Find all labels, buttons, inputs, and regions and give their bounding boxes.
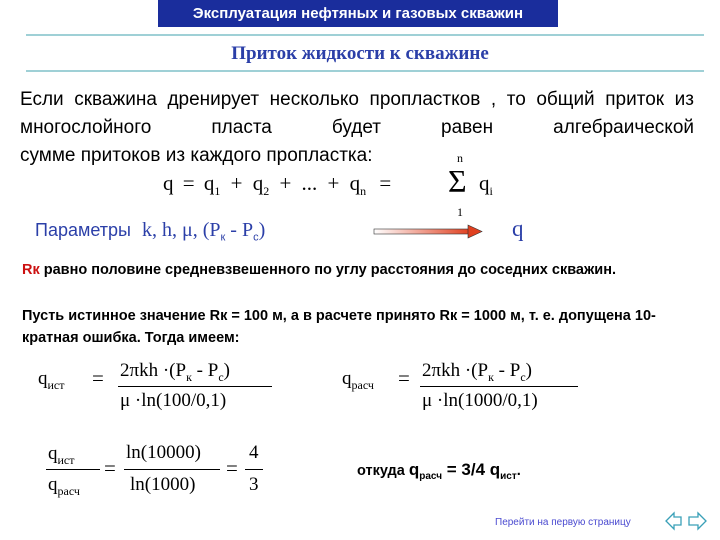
params-c-sub: с — [253, 231, 259, 244]
sum-qn: q — [349, 171, 361, 195]
sum-q1: q — [203, 171, 215, 195]
ratio-num-q: q — [48, 443, 58, 464]
sum-q2: q — [252, 171, 264, 195]
true-numerator — [120, 360, 230, 385]
header-bar — [158, 0, 558, 27]
header-title: Эксплуатация нефтяных и газовых скважин — [192, 5, 524, 22]
calc-num-close: ) — [525, 360, 532, 381]
formula-calc-lhs — [342, 368, 374, 393]
ratio-frac-num: 4 — [249, 442, 259, 463]
sigma-sub-i: i — [489, 184, 493, 199]
sum-plus-2: + — [279, 171, 292, 195]
ratio-numerator — [48, 443, 75, 468]
sigma-symbol: Σ — [448, 163, 467, 199]
intro-paragraph — [20, 86, 694, 170]
sum-lhs: q — [163, 171, 174, 195]
sum-eq-sign-2: = — [379, 171, 392, 195]
true-num-main: 2πkh ·(P — [120, 360, 187, 381]
true-num-mid: - P — [191, 360, 219, 381]
rk-symbol: Rк — [22, 262, 40, 278]
sum-sub2: 2 — [263, 184, 270, 199]
ratio-fraction-line-1 — [46, 469, 100, 470]
ratio-den-sub: расч — [57, 483, 80, 498]
answer-text — [357, 460, 521, 482]
sigma-term — [479, 171, 493, 199]
ratio-den-q: q — [48, 474, 58, 495]
sigma-upper: n — [457, 151, 463, 165]
calc-numerator — [422, 360, 532, 385]
true-num-close: ) — [223, 360, 230, 381]
ratio-fraction-line-3 — [245, 469, 263, 470]
ratio-denominator — [48, 474, 80, 499]
first-page-link[interactable]: Перейти на первую страницу — [495, 517, 631, 528]
calc-denominator: μ ·ln(1000/0,1) — [422, 390, 538, 411]
sigma-lower: 1 — [457, 205, 463, 219]
ratio-eq-sign: = — [104, 456, 116, 480]
slide-title: Приток жидкости к скважине — [231, 43, 489, 64]
right-arrow-icon — [372, 224, 484, 240]
params-close: ) — [258, 219, 266, 241]
ratio-eq-sign-2: = — [226, 456, 238, 480]
ratio-fraction-line-2 — [124, 469, 220, 470]
ratio-frac-den: 3 — [249, 474, 259, 495]
answer-q1: q — [408, 460, 420, 479]
params-result: q — [512, 216, 524, 241]
params-row — [35, 219, 265, 244]
sum-plus-1: + — [230, 171, 243, 195]
answer-sub2: ист — [500, 470, 517, 482]
title-divider — [26, 70, 704, 72]
sigma-q: q — [479, 171, 490, 195]
sum-subn: n — [360, 184, 367, 199]
calc-lhs-q: q — [342, 368, 352, 389]
calc-lhs-sub: расч — [351, 377, 374, 392]
formula-true-lhs — [38, 368, 65, 393]
intro-line-2: сумме притоков из каждого пропластка: — [20, 145, 373, 166]
params-list: k, h, μ, (P — [141, 219, 221, 241]
calc-num-main: 2πkh ·(P — [422, 360, 489, 381]
answer-end: . — [516, 463, 521, 479]
rk-line-1: равно половине средневзвешенного по углу расстояния до соседних скважин. — [39, 262, 616, 278]
answer-q2: q — [489, 460, 501, 479]
true-num-k: к — [186, 369, 192, 384]
ratio-ln-num: ln(10000) — [126, 442, 201, 463]
sum-sub1: 1 — [214, 184, 221, 199]
true-lhs-sub: ист — [47, 377, 65, 392]
rk-description — [22, 259, 692, 281]
calc-num-mid: - P — [493, 360, 521, 381]
params-minus: - P — [225, 219, 254, 241]
answer-sub1: расч — [419, 470, 443, 482]
sum-dots: ... — [301, 171, 318, 195]
answer-mid: = 3/4 — [442, 460, 490, 479]
true-lhs-q: q — [38, 368, 48, 389]
calc-num-c: с — [520, 369, 526, 384]
top-divider — [26, 34, 704, 36]
true-fraction-line — [118, 386, 272, 387]
true-num-c: с — [218, 369, 224, 384]
params-label: Параметры — [35, 220, 131, 240]
intro-line-1: Если скважина дренирует несколько пропластков , то общий приток из многослойного пласта будет равен алгебраической — [20, 89, 694, 138]
calc-fraction-line — [420, 386, 578, 387]
calc-eq-sign: = — [398, 366, 410, 390]
calc-num-k: к — [488, 369, 494, 384]
true-eq-sign: = — [92, 366, 104, 390]
true-denominator: μ ·ln(100/0,1) — [120, 390, 227, 411]
ratio-num-sub: ист — [57, 452, 75, 467]
sum-formula — [163, 171, 399, 199]
ratio-ln-den: ln(1000) — [130, 474, 196, 495]
params-k-sub: к — [220, 231, 226, 244]
sum-plus-3: + — [327, 171, 340, 195]
left-right-arrows-icon[interactable] — [665, 510, 707, 532]
rk-assumption: Пусть истинное значение Rк = 100 м, а в расчете принято Rк = 1000 м, т. е. допущена 10-кратная ошибка. Тогда имеем: — [22, 308, 656, 346]
sum-eq-sign: = — [182, 171, 195, 195]
answer-prefix: откуда — [357, 463, 409, 479]
